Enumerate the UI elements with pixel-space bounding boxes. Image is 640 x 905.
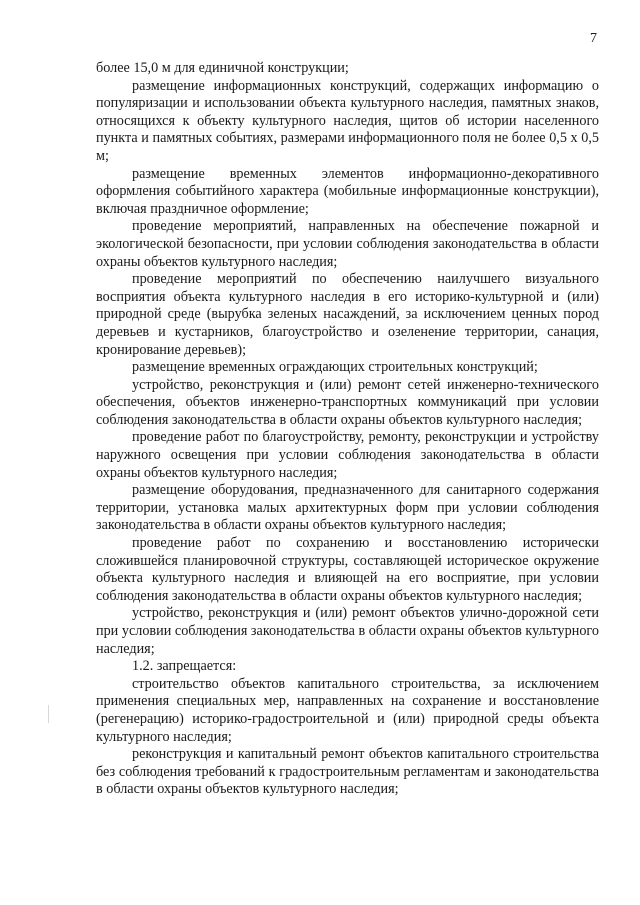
paragraph-3: размещение временных элементов информационно-декоративного оформления событийного характера (мобильные информационные конструкции), включая праздничное оформление; xyxy=(96,165,599,217)
paragraph-1: более 15,0 м для единичной конструкции; xyxy=(96,60,349,76)
paragraph-5: проведение мероприятий по обеспечению наилучшего визуального восприятия объекта культурного наследия в его историко-культурной и (или) природной среде (вырубка зеленых насаждений, за исключением ценных пород деревьев и кустарников, благоустройство и озеленение территории, санация, кронирование деревьев); xyxy=(96,271,599,358)
paragraph-4: проведение мероприятий, направленных на обеспечение пожарной и экологической безопасности, при условии соблюдения законодательства в области охраны объектов культурного наследия; xyxy=(96,218,599,270)
paragraph-2: размещение информационных конструкций, содержащих информацию о популяризации и использовании объекта культурного наследия, памятных знаков, относящихся к объекту культурного наследия, щитов об истории населенного пункта и памятных событиях, размерами информационного поля не более 0,5 х 0,5 м; xyxy=(96,77,599,164)
paragraph-7: устройство, реконструкция и (или) ремонт сетей инженерно-технического обеспечения, объектов инженерно-транспортных коммуникаций при условии соблюдения законодательства в области охраны объектов культурного наследия; xyxy=(96,376,599,428)
paragraph-14: реконструкция и капитальный ремонт объектов капитального строительства без соблюдения требований к градостроительным регламентам и законодательства в области охраны объектов культурного наследия; xyxy=(96,746,599,798)
document-body xyxy=(96,60,599,799)
paragraph-9: размещение оборудования, предназначенного для санитарного содержания территории, установка малых архитектурных форм при условии соблюдения законодательства в области охраны объектов культурного наследия; xyxy=(96,482,599,534)
page-number: 7 xyxy=(590,31,597,46)
section-heading: 1.2. запрещается: xyxy=(132,658,237,675)
paragraph-8: проведение работ по благоустройству, ремонту, реконструкции и устройству наружного освещения при условии соблюдения законодательства в области охраны объектов культурного наследия; xyxy=(96,429,599,481)
paragraph-13: строительство объектов капитального строительства, за исключением применения специальных мер, направленных на сохранение и восстановление (регенерацию) историко-градостроительной и (или) природной среды объекта культурного наследия; xyxy=(96,675,599,745)
paragraph-10: проведение работ по сохранению и восстановлению исторически сложившейся планировочной структуры, составляющей историческое окружение объекта культурного наследия и влияющей на его восприятие, при условии соблюдения законодательства в области охраны объектов культурного наследия; xyxy=(96,535,599,604)
scan-margin-mark xyxy=(48,705,49,723)
paragraph-11: устройство, реконструкция и (или) ремонт объектов улично-дорожной сети при условии соблюдения законодательства в области охраны объектов культурного наследия; xyxy=(96,605,599,657)
paragraph-6: размещение временных ограждающих строительных конструкций; xyxy=(132,359,538,376)
